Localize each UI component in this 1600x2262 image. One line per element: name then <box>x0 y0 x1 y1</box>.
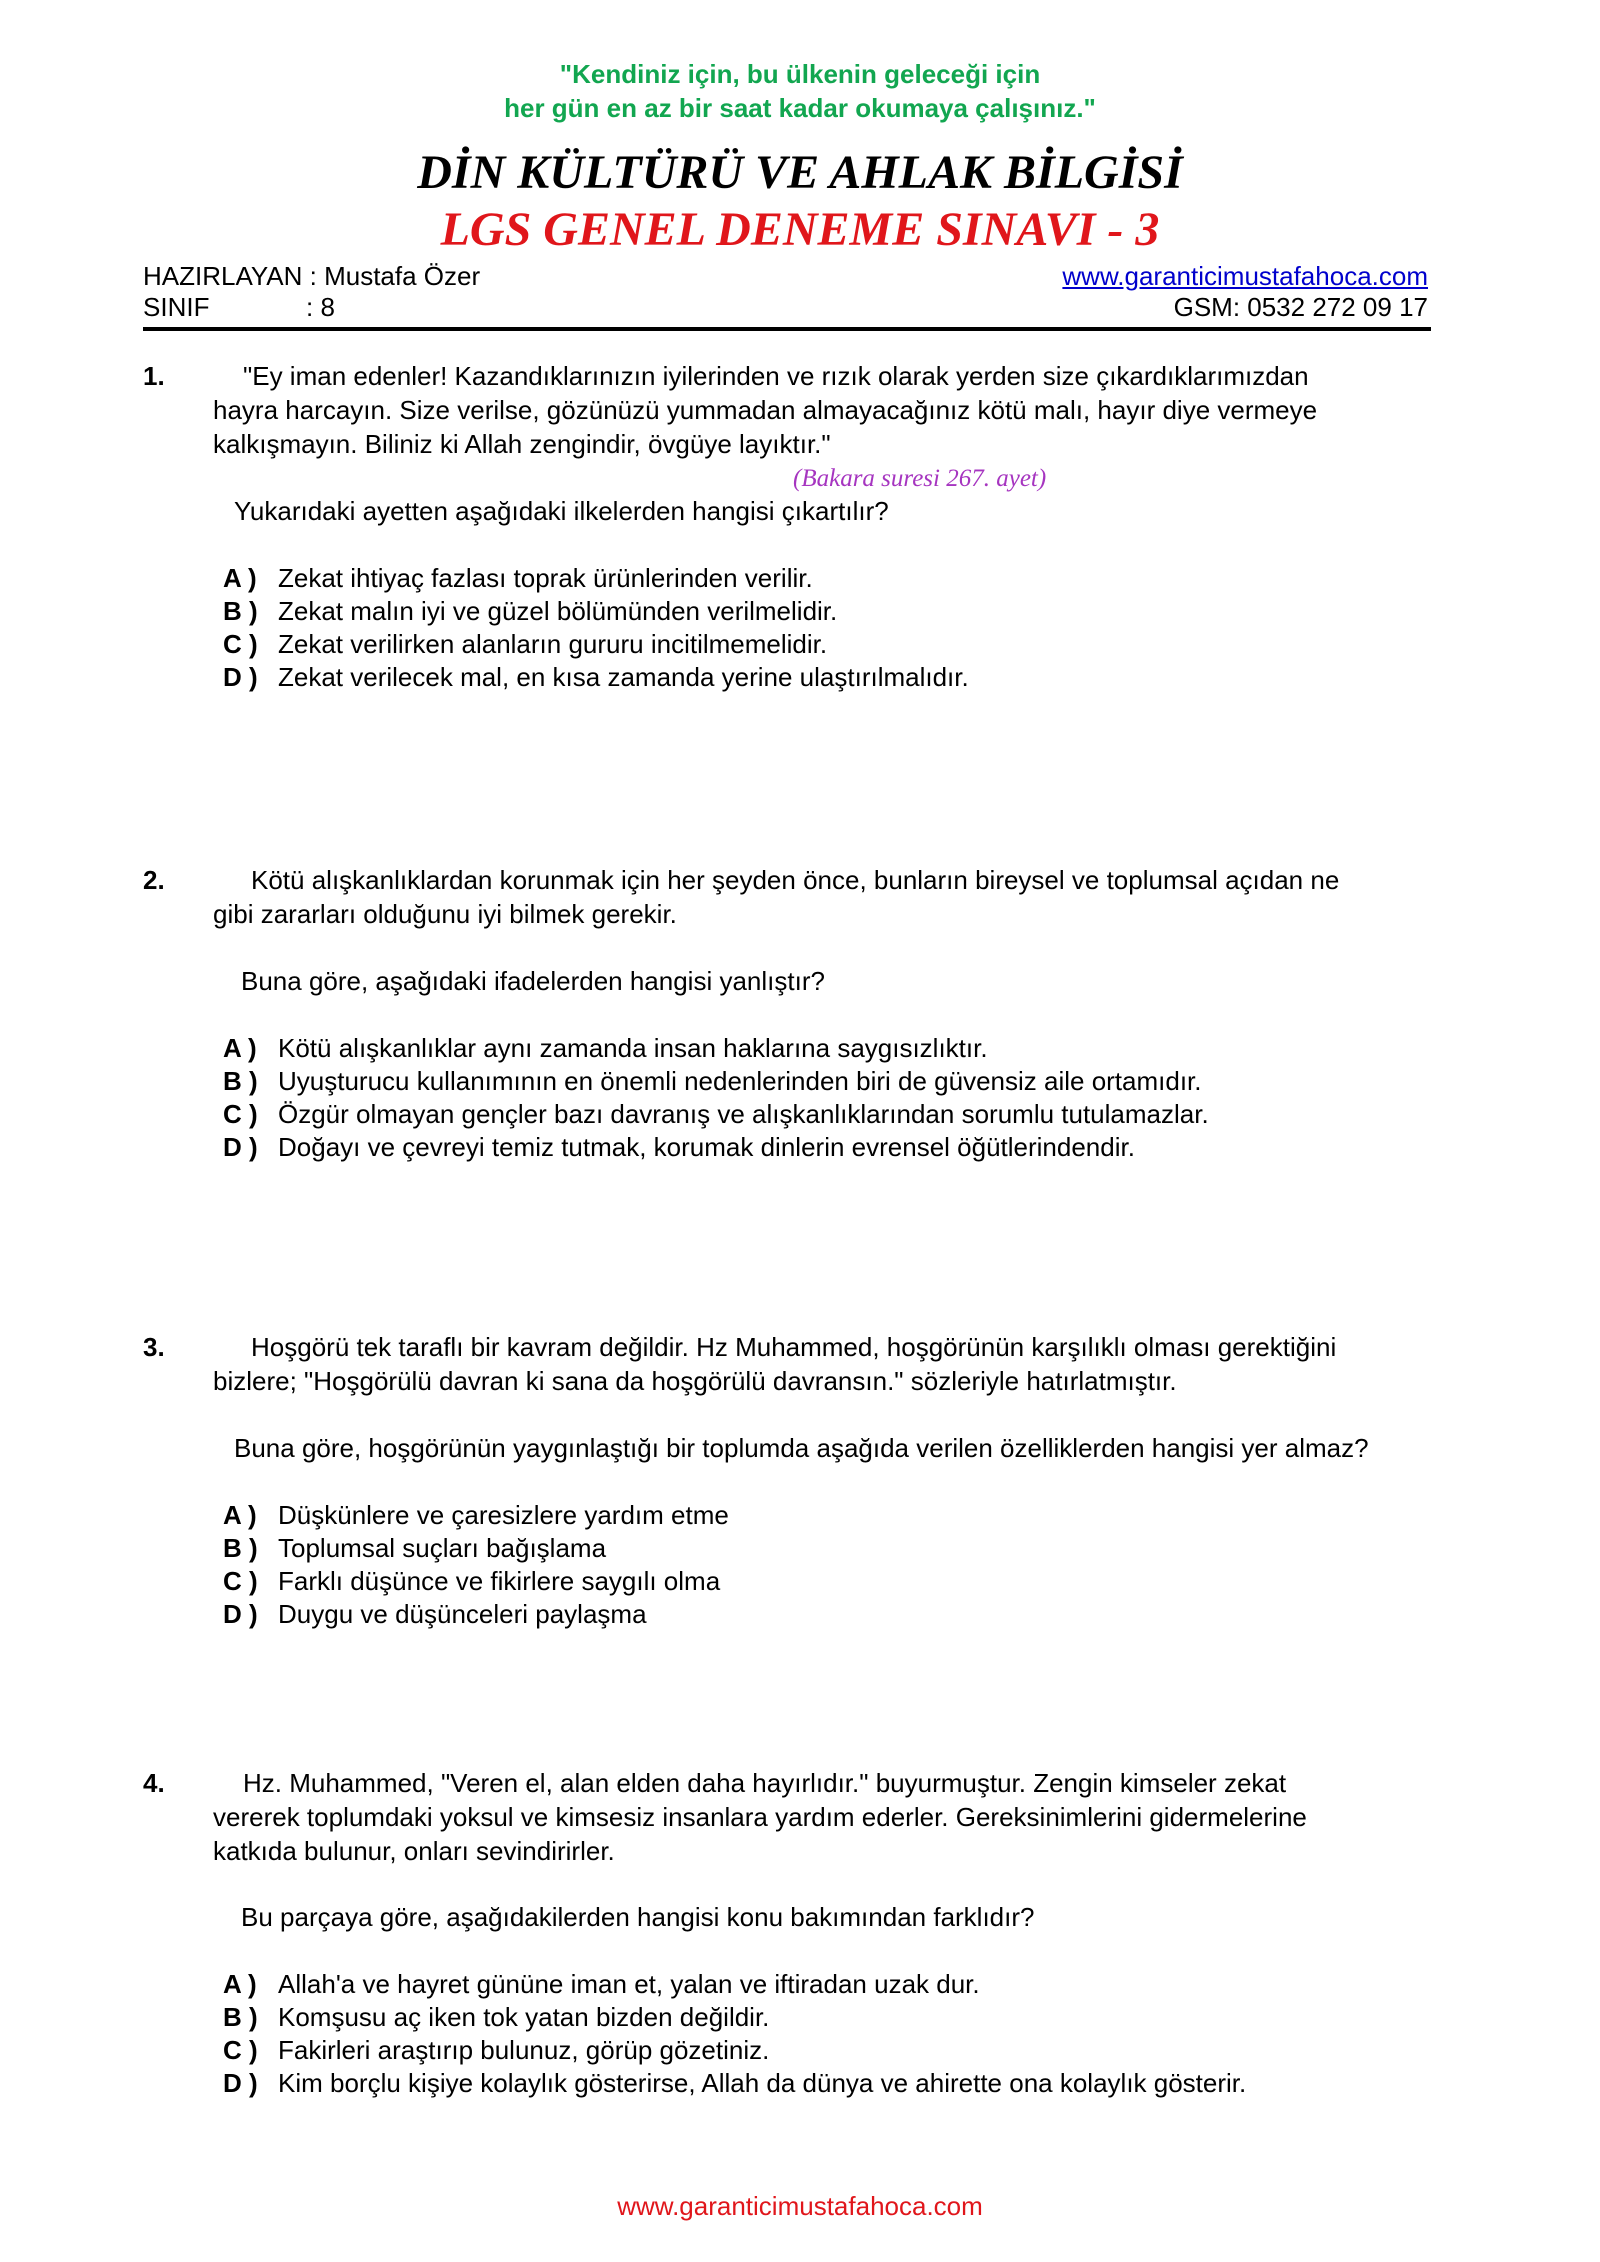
option-b[interactable]: B ) Toplumsal suçları bağışlama <box>223 1533 607 1563</box>
motto-line-1: "Kendiniz için, bu ülkenin geleceği için <box>559 59 1041 89</box>
question-number: 2. <box>143 865 165 895</box>
option-d[interactable]: D ) Duygu ve düşünceleri paylaşma <box>223 1599 647 1629</box>
question-stem <box>213 1330 1393 1398</box>
stem-line: vererek toplumdaki yoksul ve kimsesiz insanlara yardım ederler. Gereksinimlerini gidermelerine <box>213 1802 1307 1832</box>
question-prompt: Buna göre, hoşgörünün yaygınlaştığı bir toplumda aşağıda verilen özelliklerden hangisi yer almaz? <box>234 1433 1369 1463</box>
option-a[interactable]: A ) Allah'a ve hayret gününe iman et, yalan ve iftiradan uzak dur. <box>223 1969 980 1999</box>
footer-website-link[interactable]: www.garanticimustafahoca.com <box>617 2191 983 2221</box>
stem-line: "Ey iman edenler! Kazandıklarınızın iyilerinden ve rızık olarak yerden size çıkardıklarımızdan <box>243 361 1309 391</box>
stem-line: hayra harcayın. Size verilse, gözünüzü yummadan almayacağınız kötü malı, hayır diye vermeye <box>213 395 1318 425</box>
option-b[interactable]: B ) Zekat malın iyi ve güzel bölümünden verilmelidir. <box>223 596 838 626</box>
option-c[interactable]: C ) Fakirleri araştırıp bulunuz, görüp gözetiniz. <box>223 2035 770 2065</box>
stem-line: bizlere; "Hoşgörülü davran ki sana da hoşgörülü davransın." sözleriyle hatırlatmıştır. <box>213 1366 1177 1396</box>
option-c[interactable]: C ) Zekat verilirken alanların gururu incitilmemelidir. <box>223 629 828 659</box>
question-number: 4. <box>143 1768 165 1798</box>
stem-line: katkıda bulunur, onları sevindirirler. <box>213 1836 615 1866</box>
class-value: : 8 <box>306 292 335 322</box>
class-label: SINIF <box>143 292 210 322</box>
option-a[interactable]: A ) Kötü alışkanlıklar aynı zamanda insan haklarına saygısızlıktır. <box>223 1033 988 1063</box>
verse-source: (Bakara suresi 267. ayet) <box>793 465 1047 492</box>
author-line <box>143 261 480 291</box>
option-b[interactable]: B ) Uyuşturucu kullanımının en önemli nedenlerinden biri de güvensiz aile ortamıdır. <box>223 1066 1202 1096</box>
author-value: : Mustafa Özer <box>309 261 481 291</box>
stem-line: Hz. Muhammed, "Veren el, alan elden daha hayırlıdır." buyurmuştur. Zengin kimseler zekat <box>243 1768 1287 1798</box>
question-number: 3. <box>143 1332 165 1362</box>
question-stem <box>213 863 1393 931</box>
stem-line: kalkışmayın. Biliniz ki Allah zengindir, övgüye layıktır." <box>213 429 831 459</box>
option-a[interactable]: A ) Düşkünlere ve çaresizlere yardım etme <box>223 1500 729 1530</box>
stem-line: Kötü alışkanlıklardan korunmak için her şeyden önce, bunların bireysel ve toplumsal açıdan ne <box>251 865 1340 895</box>
header-website-link[interactable]: www.garanticimustafahoca.com <box>1062 261 1428 291</box>
option-c[interactable]: C ) Farklı düşünce ve fikirlere saygılı olma <box>223 1566 721 1596</box>
header-divider <box>143 327 1431 331</box>
document-title: DİN KÜLTÜRÜ VE AHLAK BİLGİSİ <box>417 146 1183 199</box>
exam-title: LGS GENEL DENEME SINAVI - 3 <box>440 203 1160 256</box>
question-prompt: Bu parçaya göre, aşağıdakilerden hangisi konu bakımından farklıdır? <box>241 1902 1035 1932</box>
gsm-number: GSM: 0532 272 09 17 <box>1173 292 1428 322</box>
stem-line: Hoşgörü tek taraflı bir kavram değildir. Hz Muhammed, hoşgörünün karşılıklı olması gerektiğini <box>251 1332 1337 1362</box>
option-c[interactable]: C ) Özgür olmayan gençler bazı davranış ve alışkanlıklarından sorumlu tutulamazlar. <box>223 1099 1209 1129</box>
option-b[interactable]: B ) Komşusu aç iken tok yatan bizden değildir. <box>223 2002 770 2032</box>
question-prompt: Buna göre, aşağıdaki ifadelerden hangisi yanlıştır? <box>241 966 825 996</box>
question-prompt: Yukarıdaki ayetten aşağıdaki ilkelerden hangisi çıkartılır? <box>234 496 889 526</box>
option-d[interactable]: D ) Zekat verilecek mal, en kısa zamanda yerine ulaştırılmalıdır. <box>223 662 969 692</box>
motto-line-2: her gün en az bir saat kadar okumaya çalışınız." <box>504 93 1096 123</box>
stem-line: gibi zararları olduğunu iyi bilmek gerekir. <box>213 899 677 929</box>
question-stem <box>213 359 1393 461</box>
option-a[interactable]: A ) Zekat ihtiyaç fazlası toprak ürünlerinden verilir. <box>223 563 813 593</box>
option-d[interactable]: D ) Kim borçlu kişiye kolaylık gösterirse, Allah da dünya ve ahirette ona kolaylık gösterir. <box>223 2068 1247 2098</box>
question-stem <box>213 1766 1393 1868</box>
option-d[interactable]: D ) Doğayı ve çevreyi temiz tutmak, korumak dinlerin evrensel öğütlerindendir. <box>223 1132 1135 1162</box>
question-number: 1. <box>143 361 165 391</box>
author-label: HAZIRLAYAN <box>143 261 303 291</box>
class-line <box>143 292 335 322</box>
